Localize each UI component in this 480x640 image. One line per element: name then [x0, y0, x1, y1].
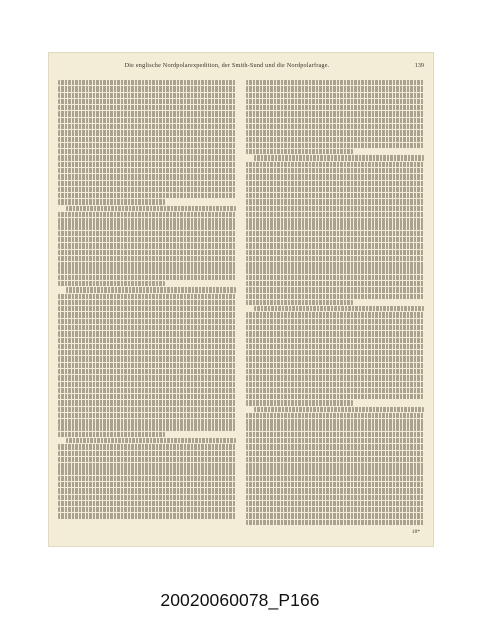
text-line: [246, 400, 353, 405]
text-line: [246, 275, 424, 280]
text-line: [58, 495, 236, 500]
text-line: [58, 187, 236, 192]
text-line: [246, 174, 424, 179]
text-line: [246, 331, 424, 336]
text-line: [246, 488, 424, 493]
text-line: [58, 130, 236, 135]
text-line: [246, 300, 353, 305]
text-line: [58, 162, 236, 167]
text-line: [246, 124, 424, 129]
text-line: [246, 388, 424, 393]
text-column-left: [58, 80, 236, 532]
text-line: [58, 350, 236, 355]
text-line: [58, 224, 236, 229]
text-line: [58, 507, 236, 512]
text-line: [246, 382, 424, 387]
text-line: [66, 287, 236, 292]
text-line: [246, 469, 424, 474]
text-line: [246, 350, 424, 355]
text-line: [58, 174, 236, 179]
text-line: [58, 256, 236, 261]
text-line: [58, 250, 236, 255]
text-line: [246, 212, 424, 217]
text-line: [58, 501, 236, 506]
text-line: [66, 438, 236, 443]
text-line: [58, 93, 236, 98]
text-line: [246, 338, 424, 343]
text-line: [58, 319, 236, 324]
text-line: [246, 287, 424, 292]
text-line: [246, 181, 424, 186]
text-line: [58, 457, 236, 462]
image-caption: 20020060078_P166: [160, 590, 320, 610]
text-line: [58, 294, 236, 299]
text-line: [246, 495, 424, 500]
text-line: [58, 149, 236, 154]
text-line: [58, 275, 236, 280]
text-line: [254, 306, 424, 311]
text-line: [58, 331, 236, 336]
text-line: [246, 375, 424, 380]
text-line: [246, 356, 424, 361]
text-line: [246, 105, 424, 110]
text-line: [58, 400, 236, 405]
text-line: [246, 394, 424, 399]
text-line: [58, 111, 236, 116]
text-line: [58, 413, 236, 418]
text-line: [58, 199, 165, 204]
text-line: [246, 419, 424, 424]
text-line: [246, 312, 424, 317]
text-line: [58, 281, 165, 286]
text-line: [58, 181, 236, 186]
text-line: [58, 212, 236, 217]
text-line: [246, 476, 424, 481]
text-line: [58, 469, 236, 474]
text-line: [58, 243, 236, 248]
text-line: [58, 306, 236, 311]
text-line: [58, 124, 236, 129]
text-line: [58, 488, 236, 493]
text-line: [246, 413, 424, 418]
text-line: [246, 425, 424, 430]
text-line: [246, 432, 424, 437]
text-line: [246, 243, 424, 248]
text-line: [58, 193, 236, 198]
page-header: [58, 62, 424, 74]
text-line: [58, 463, 236, 468]
text-line: [246, 507, 424, 512]
text-line: [246, 501, 424, 506]
text-line: [58, 143, 236, 148]
text-line: [246, 319, 424, 324]
text-line: [246, 218, 424, 223]
text-line: [246, 224, 424, 229]
text-line: [58, 407, 236, 412]
text-line: [246, 262, 424, 267]
text-line: [58, 369, 236, 374]
text-line: [58, 105, 236, 110]
text-line: [58, 262, 236, 267]
text-line: [246, 118, 424, 123]
text-line: [58, 382, 236, 387]
text-line: [246, 520, 424, 525]
signature-mark: 18*: [411, 529, 420, 535]
text-line: [246, 344, 424, 349]
text-line: [58, 99, 236, 104]
text-line: [254, 155, 424, 160]
text-line: [246, 451, 424, 456]
text-line: [58, 137, 236, 142]
text-line: [58, 118, 236, 123]
document-page: [48, 52, 434, 547]
text-line: [246, 231, 424, 236]
text-line: [66, 206, 236, 211]
text-line: [246, 513, 424, 518]
text-line: [58, 394, 236, 399]
text-line: [246, 80, 424, 85]
text-line: [58, 375, 236, 380]
text-line: [246, 130, 424, 135]
text-line: [58, 356, 236, 361]
text-line: [246, 93, 424, 98]
text-column-right: [246, 80, 424, 532]
text-line: [246, 294, 424, 299]
text-line: [58, 325, 236, 330]
text-line: [246, 149, 353, 154]
text-line: [58, 363, 236, 368]
text-line: [246, 137, 424, 142]
text-line: [246, 162, 424, 167]
text-line: [58, 451, 236, 456]
text-line: [246, 482, 424, 487]
text-line: [246, 256, 424, 261]
text-line: [246, 457, 424, 462]
text-line: [246, 250, 424, 255]
text-line: [246, 369, 424, 374]
text-line: [246, 325, 424, 330]
text-line: [58, 388, 236, 393]
text-line: [246, 268, 424, 273]
text-line: [58, 312, 236, 317]
text-line: [58, 80, 236, 85]
text-line: [246, 463, 424, 468]
text-line: [254, 407, 424, 412]
text-line: [58, 155, 236, 160]
text-line: [58, 444, 236, 449]
text-line: [246, 86, 424, 91]
text-line: [246, 187, 424, 192]
page-number: 139: [414, 62, 424, 69]
text-line: [58, 268, 236, 273]
text-line: [58, 300, 236, 305]
text-line: [246, 206, 424, 211]
text-line: [58, 344, 236, 349]
text-line: [58, 86, 236, 91]
text-line: [246, 143, 424, 148]
text-line: [58, 513, 236, 518]
text-line: [58, 482, 236, 487]
text-line: [58, 476, 236, 481]
text-line: [246, 438, 424, 443]
text-line: [246, 237, 424, 242]
text-line: [246, 193, 424, 198]
text-line: [246, 111, 424, 116]
running-header: Die englische Nordpolarexpedition, der Smith-Sund und die Nordpolarfrage.: [124, 62, 330, 69]
text-line: [58, 218, 236, 223]
text-line: [58, 432, 165, 437]
text-line: [246, 281, 424, 286]
text-line: [58, 419, 236, 424]
text-line: [58, 168, 236, 173]
text-line: [246, 363, 424, 368]
text-line: [58, 425, 236, 430]
text-line: [246, 99, 424, 104]
text-line: [246, 199, 424, 204]
text-line: [58, 231, 236, 236]
text-line: [246, 444, 424, 449]
text-line: [246, 168, 424, 173]
text-line: [58, 237, 236, 242]
text-line: [58, 338, 236, 343]
